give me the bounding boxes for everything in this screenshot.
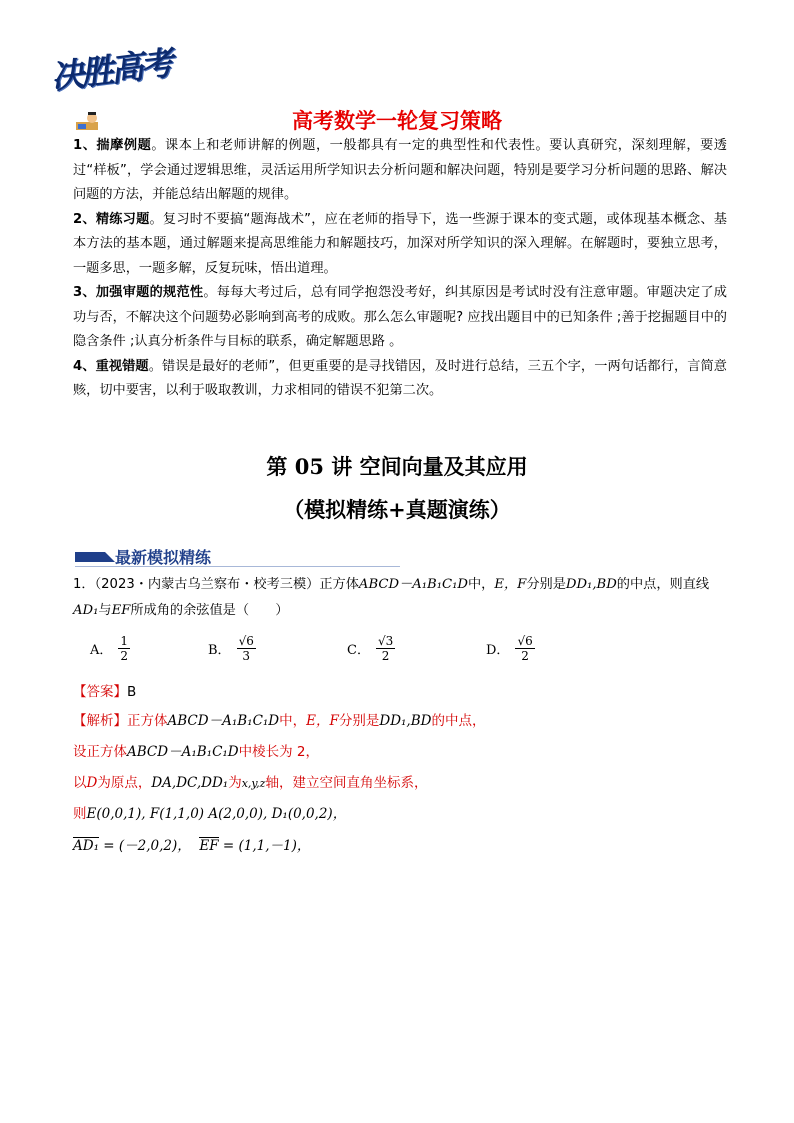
- tip-heading: 4、重视错题: [73, 358, 149, 374]
- solution-line-5: [73, 834, 733, 854]
- option-fraction: [237, 634, 256, 663]
- question-text: 的中点，则直线: [616, 577, 710, 592]
- origin-d: D: [86, 775, 98, 791]
- denominator: 2: [381, 649, 390, 663]
- option-label: A．: [90, 643, 113, 658]
- vector-value: = (1,1,－1)，: [218, 838, 311, 854]
- question-text: 中，: [467, 577, 495, 592]
- solution-text: 中，: [279, 713, 307, 729]
- option-b[interactable]: [208, 634, 256, 663]
- options: [0, 634, 794, 676]
- lecture-subtitle: （模拟精练+真题演练）: [283, 497, 511, 522]
- question-source: （2023・内蒙古乌兰察布・校考三模）: [94, 577, 320, 592]
- tip-heading: 2、精练习题: [73, 211, 150, 227]
- tip-3: [73, 281, 727, 355]
- tip-heading: 3、加强审题的规范性: [73, 285, 204, 300]
- question-text: 分别是: [526, 577, 566, 592]
- tip-2: [73, 208, 727, 282]
- section-label: 最新模拟精练: [115, 548, 212, 567]
- line-ef: EF: [111, 603, 131, 618]
- tip-1: [73, 134, 727, 208]
- point-coordinates: E(0,0,1), F(1,1,0) A(2,0,0), D₁(0,0,2)，: [86, 806, 347, 822]
- solution-text: 以: [73, 775, 87, 791]
- solution-text: 设正方体: [73, 744, 127, 760]
- option-fraction: [376, 634, 395, 663]
- question-text: 正方体: [319, 577, 359, 592]
- axes-segments: DA,DC,DD₁: [151, 775, 229, 791]
- tip-body: 。错误是最好的老师”，但更重要的是寻找错因，及时进行总结，三五个字，一两句话都行，言简意赅，切中要害，以利于吸取教训，力求相同的错误不犯第二次。: [73, 358, 727, 398]
- vector-ef: EF: [199, 838, 219, 854]
- question-text: 所成角的余弦值是（ ）: [130, 603, 289, 618]
- logo-text: 决胜高考: [48, 43, 173, 97]
- page-title: 高考数学一轮复习策略: [292, 109, 502, 133]
- segments: DD₁,BD: [379, 713, 432, 729]
- tip-heading: 1、揣摩例题: [73, 138, 152, 153]
- solution-line-2: [73, 740, 733, 760]
- denominator: 3: [242, 649, 251, 663]
- question-number: 1．: [73, 577, 95, 592]
- solution-text: 为: [228, 775, 242, 791]
- option-fraction: [118, 634, 130, 663]
- solution-text: 轴，建立空间直角坐标系，: [265, 775, 428, 791]
- solution-text: 正方体: [127, 713, 168, 729]
- points-ef: E，F: [306, 713, 339, 729]
- vector-ad1: AD₁: [73, 838, 99, 854]
- tip-4: [73, 355, 727, 404]
- numerator: √6: [238, 634, 254, 648]
- line-ad1: AD₁: [73, 603, 99, 618]
- cube-name: ABCD－A₁B₁C₁D: [127, 744, 239, 760]
- solution-text: 分别是: [338, 713, 380, 729]
- tip-body: 。每每大考过后，总有同学抱怨没考好，纠其原因是考试时没有注意审题。审题决定了成功与否，不解决这个问题势必影响到高考的成败。那么怎么审题呢? 应找出题目中的已知条件 ;善于挖掘题目中的隐含条件 ;认真分析条件与目标的联系，确定解题思路 。: [73, 285, 727, 349]
- tip-body: 。复习时不要搞“题海战术”，应在老师的指导下，选一些源于课本的变式题，或体现基本概念、基本方法的基本题，通过解题来提高思维能力和解题技巧，加深对所学知识的深入理解。在解题时，要独立思考，一题多思，一题多解，反复玩味，悟出道理。: [73, 211, 727, 276]
- option-label: C．: [347, 643, 370, 658]
- cube-name: ABCD－A₁B₁C₁D: [167, 713, 280, 729]
- solution-line-3: [73, 771, 733, 791]
- vector-value: = (－2,0,2)，: [99, 838, 191, 854]
- answer-tag: 【答案】: [73, 684, 127, 700]
- question-1: [73, 572, 733, 624]
- solution-text: 则: [73, 806, 87, 822]
- option-d[interactable]: [486, 634, 535, 663]
- tip-body: 。课本上和老师讲解的例题，一般都具有一定的典型性和代表性。要认真研究，深刻理解，要透过“样板”，学会通过逻辑思维，灵活运用所学知识去分析问题和解决问题，特别是要学习分析问题的思路、解决问题的方法，并能总结出解题的规律。: [73, 138, 727, 202]
- solution-text: 为原点，: [97, 775, 152, 791]
- segments: DD₁,BD: [565, 577, 617, 592]
- numerator: √3: [377, 634, 394, 648]
- question-text: 与: [98, 603, 112, 618]
- axes-xyz: x,y,z: [241, 777, 266, 790]
- lecture-title: 第 05 讲 空间向量及其应用: [266, 454, 528, 479]
- option-label: B．: [208, 643, 231, 658]
- answer-value: B: [127, 684, 137, 700]
- solution-line-4: [73, 802, 733, 822]
- points-ef: E，F: [494, 577, 527, 592]
- answer: [73, 680, 136, 700]
- numerator: 1: [120, 634, 129, 648]
- solution-text: 中棱长为 2，: [238, 744, 320, 760]
- denominator: 2: [120, 649, 129, 663]
- solution-line-1: [73, 709, 733, 729]
- denominator: 2: [521, 649, 529, 663]
- solution-text: 的中点，: [431, 713, 486, 729]
- cube-name: ABCD－A₁B₁C₁D: [358, 577, 468, 592]
- numerator: √6: [517, 634, 533, 648]
- option-label: D．: [486, 643, 510, 658]
- option-c[interactable]: [347, 634, 395, 663]
- option-a[interactable]: [90, 634, 130, 663]
- solution-tag: 【解析】: [73, 713, 127, 729]
- option-fraction: [515, 634, 534, 663]
- study-tips: [73, 134, 727, 404]
